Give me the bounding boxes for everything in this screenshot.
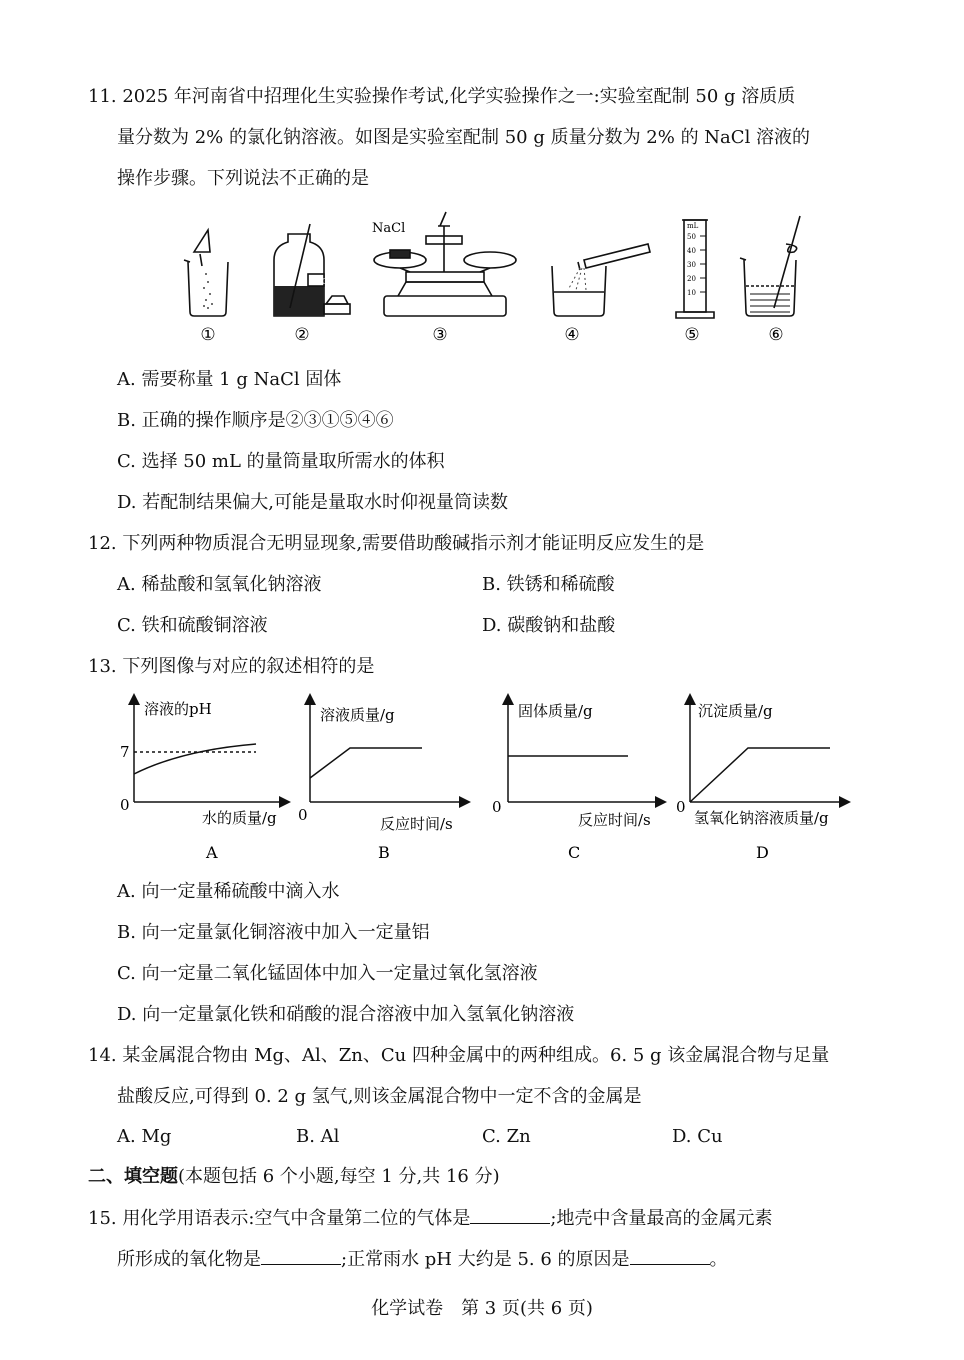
graph-b-origin: 0 xyxy=(298,806,308,824)
q11-figure xyxy=(170,208,810,348)
q15-part4: ;正常雨水 pH 大约是 5. 6 的原因是 xyxy=(341,1249,630,1270)
step-label-5: ⑤ xyxy=(684,325,700,345)
step-label-6: ⑥ xyxy=(768,325,784,345)
step-label-2: ② xyxy=(294,325,310,345)
q11-option-b: B. 正确的操作顺序是②③①⑤④⑥ xyxy=(117,410,394,431)
q14-option-c: C. Zn xyxy=(482,1126,531,1147)
cylinder-tick-40: 40 xyxy=(687,247,696,255)
step-label-4: ④ xyxy=(564,325,580,345)
step-label-3: ③ xyxy=(432,325,448,345)
graph-d-ylabel: 沉淀质量/g xyxy=(698,702,773,720)
graph-b-ylabel: 溶液质量/g xyxy=(320,706,395,724)
q15-blank-1[interactable] xyxy=(470,1205,550,1224)
q15-part2: ;地壳中含量最高的金属元素 xyxy=(550,1208,773,1229)
q12-option-a: A. 稀盐酸和氢氧化钠溶液 xyxy=(117,574,322,595)
graph-d-line xyxy=(690,748,830,802)
graph-a-ytick: 7 xyxy=(120,743,130,761)
q15-line2 xyxy=(117,1246,728,1273)
q13-option-d: D. 向一定量氯化铁和硝酸的混合溶液中加入氢氧化钠溶液 xyxy=(117,1004,575,1025)
graph-d-origin: 0 xyxy=(676,798,686,816)
q12-option-d: D. 碳酸钠和盐酸 xyxy=(482,615,616,636)
q11-option-c: C. 选择 50 mL 的量筒量取所需水的体积 xyxy=(117,451,445,472)
q15-part3: 所形成的氧化物是 xyxy=(117,1249,261,1270)
graph-c-origin: 0 xyxy=(492,798,502,816)
nacl-label: NaCl xyxy=(372,221,406,236)
q13-stem: 13. 下列图像与对应的叙述相符的是 xyxy=(88,656,375,677)
q11-line1: 11. 2025 年河南省中招理化生实验操作考试,化学实验操作之一:实验室配制 50 g 溶质质 xyxy=(88,86,796,107)
q14-option-b: B. Al xyxy=(296,1126,340,1147)
cylinder-tick-10: 10 xyxy=(687,289,696,297)
graph-b-xlabel: 反应时间/s xyxy=(380,815,453,833)
section2-desc: (本题包括 6 个小题,每空 1 分,共 16 分) xyxy=(178,1166,500,1187)
graph-d-label: D xyxy=(756,843,769,862)
graph-a-ylabel: 溶液的pH xyxy=(144,700,212,718)
graph-c-label: C xyxy=(568,843,581,862)
graph-a-xlabel: 水的质量/g xyxy=(202,809,277,827)
q14-line1: 14. 某金属混合物由 Mg、Al、Zn、Cu 四种金属中的两种组成。6. 5 g 该金属混合物与足量 xyxy=(88,1045,830,1066)
q14-option-a: A. Mg xyxy=(117,1126,172,1147)
q15-part5: 。 xyxy=(709,1249,728,1270)
q11-line3: 操作步骤。下列说法不正确的是 xyxy=(117,168,369,189)
q12-option-c: C. 铁和硫酸铜溶液 xyxy=(117,615,268,636)
q13-option-c: C. 向一定量二氧化锰固体中加入一定量过氧化氢溶液 xyxy=(117,963,538,984)
q13-option-a: A. 向一定量稀硫酸中滴入水 xyxy=(117,881,340,902)
page-footer: 化学试卷 第 3 页(共 6 页) xyxy=(371,1298,593,1319)
cylinder-tick-ml: mL xyxy=(687,222,699,230)
q13-graphs xyxy=(112,690,862,865)
q12-stem: 12. 下列两种物质混合无明显现象,需要借助酸碱指示剂才能证明反应发生的是 xyxy=(88,533,705,554)
cylinder-tick-30: 30 xyxy=(687,261,696,269)
q15-part1: 15. 用化学用语表示:空气中含量第二位的气体是 xyxy=(88,1208,471,1229)
bottle-label: NaCl xyxy=(310,277,331,286)
q15-blank-3[interactable] xyxy=(630,1246,710,1265)
section2-heading xyxy=(88,1164,500,1190)
q14-option-d: D. Cu xyxy=(672,1126,723,1147)
graph-a-origin: 0 xyxy=(120,796,130,814)
cylinder-tick-50: 50 xyxy=(687,233,696,241)
q14-line2: 盐酸反应,可得到 0. 2 g 氢气,则该金属混合物中一定不含的金属是 xyxy=(117,1086,642,1107)
q15-blank-2[interactable] xyxy=(261,1246,341,1265)
step1-beaker-funnel xyxy=(184,230,228,316)
graph-d-xlabel: 氢氧化钠溶液质量/g xyxy=(694,809,829,827)
graph-c-ylabel: 固体质量/g xyxy=(518,702,593,720)
q11-option-d: D. 若配制结果偏大,可能是量取水时仰视量筒读数 xyxy=(117,492,508,513)
q11-option-a: A. 需要称量 1 g NaCl 固体 xyxy=(117,369,342,390)
graph-b-label: B xyxy=(378,843,390,862)
cylinder-tick-20: 20 xyxy=(687,275,696,283)
graph-a-label: A xyxy=(206,843,218,862)
q12-option-b: B. 铁锈和稀硫酸 xyxy=(482,574,615,595)
step2-bottle xyxy=(274,224,350,316)
q13-option-b: B. 向一定量氯化铜溶液中加入一定量铝 xyxy=(117,922,430,943)
step4-pouring xyxy=(552,244,650,316)
q11-line2: 量分数为 2% 的氯化钠溶液。如图是实验室配制 50 g 质量分数为 2% 的 NaCl 溶液的 xyxy=(117,127,811,148)
graph-b-line xyxy=(310,748,422,778)
graph-a-curve xyxy=(134,744,256,774)
step-label-1: ① xyxy=(200,325,216,345)
graph-c-xlabel: 反应时间/s xyxy=(578,811,651,829)
q15-line1 xyxy=(88,1205,773,1232)
step6-stirring xyxy=(740,216,800,316)
section2-title: 二、填空题 xyxy=(88,1166,178,1187)
